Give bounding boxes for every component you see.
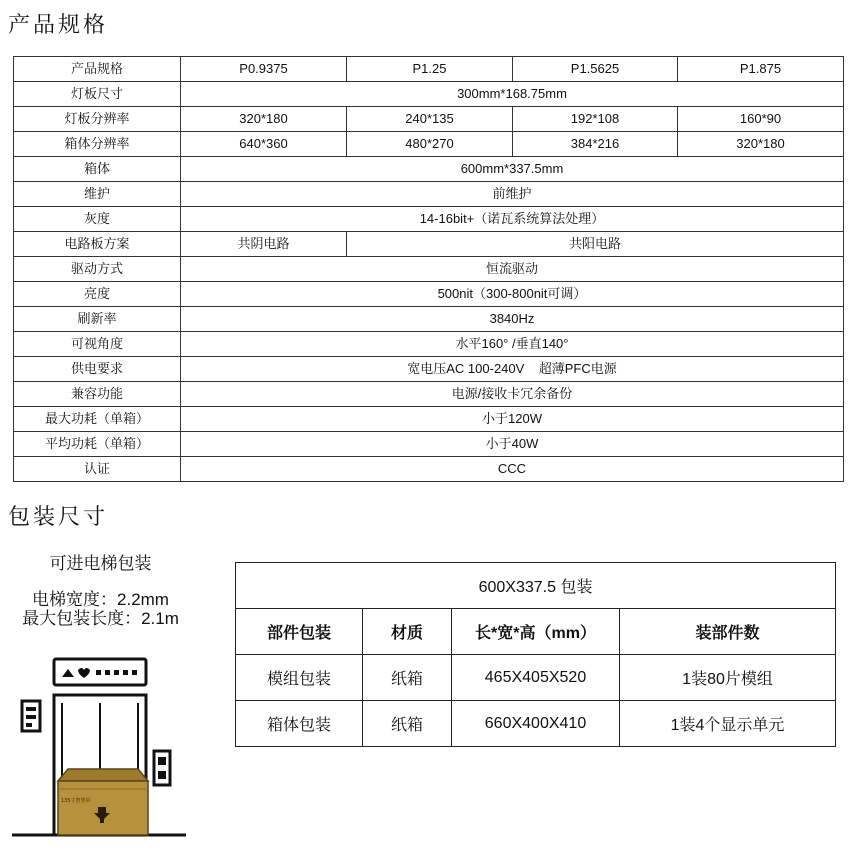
spec-value: 恒流驱动 <box>181 257 844 282</box>
spec-label: 供电要求 <box>14 357 181 382</box>
spec-row-viewing-angle <box>14 332 844 357</box>
spec-value: 300mm*168.75mm <box>181 82 844 107</box>
spec-value: 600mm*337.5mm <box>181 157 844 182</box>
spec-label: 灯板分辨率 <box>14 107 181 132</box>
spec-cell: 384*216 <box>513 132 678 157</box>
spec-cell: 共阳电路 <box>347 232 844 257</box>
spec-value: 小于120W <box>181 407 844 432</box>
spec-row-cabinet <box>14 157 844 182</box>
spec-value: 3840Hz <box>181 307 844 332</box>
package-section-title: 包装尺寸 <box>8 505 109 530</box>
spec-cell: 共阴电路 <box>181 232 347 257</box>
spec-cell: 480*270 <box>347 132 513 157</box>
spec-value: 宽电压AC 100-240V 超薄PFC电源 <box>181 357 844 382</box>
spec-label: 产品规格 <box>14 57 181 82</box>
spec-value: 水平160° /垂直140° <box>181 332 844 357</box>
package-header-cell: 材质 <box>363 609 452 655</box>
spec-label: 驱动方式 <box>14 257 181 282</box>
package-cell: 1装80片模组 <box>620 655 836 701</box>
spec-row-maintenance <box>14 182 844 207</box>
spec-row-power-supply <box>14 357 844 382</box>
spec-row-model <box>14 57 844 82</box>
package-cell: 1装4个显示单元 <box>620 701 836 747</box>
elevator-illustration <box>10 655 190 847</box>
spec-label: 维护 <box>14 182 181 207</box>
package-table <box>235 562 836 747</box>
spec-label: 亮度 <box>14 282 181 307</box>
arrow-indicator-icon <box>62 668 137 678</box>
spec-label: 可视角度 <box>14 332 181 357</box>
spec-cell: 192*108 <box>513 107 678 132</box>
box-label: 135寸智慧屏 <box>61 798 91 804</box>
elevator-max-length-text: 最大包装长度：2.1m <box>22 609 179 628</box>
package-cell: 纸箱 <box>363 701 452 747</box>
package-table-row <box>236 701 836 747</box>
spec-label: 兼容功能 <box>14 382 181 407</box>
spec-row-module-resolution <box>14 107 844 132</box>
spec-value: CCC <box>181 457 844 482</box>
package-header-cell: 长*宽*高（mm） <box>452 609 620 655</box>
elevator-caption: 可进电梯包装 <box>49 554 152 573</box>
spec-cell: 640*360 <box>181 132 347 157</box>
package-table-title: 600X337.5 包装 <box>236 563 836 609</box>
spec-label: 箱体 <box>14 157 181 182</box>
spec-value: 小于40W <box>181 432 844 457</box>
call-button-panel <box>154 751 170 785</box>
spec-row-max-power <box>14 407 844 432</box>
package-header-cell: 部件包装 <box>236 609 363 655</box>
spec-cell: P1.5625 <box>513 57 678 82</box>
spec-section-title: 产品规格 <box>8 13 109 38</box>
spec-value: 500nit（300-800nit可调） <box>181 282 844 307</box>
spec-row-compatibility <box>14 382 844 407</box>
spec-row-refresh <box>14 307 844 332</box>
package-header-cell: 装部件数 <box>620 609 836 655</box>
spec-row-drive <box>14 257 844 282</box>
spec-row-circuit <box>14 232 844 257</box>
spec-label: 刷新率 <box>14 307 181 332</box>
package-table-title-row <box>236 563 836 609</box>
spec-row-cabinet-resolution <box>14 132 844 157</box>
elevator-width-text: 电梯宽度：2.2mm <box>32 590 169 609</box>
package-cell: 纸箱 <box>363 655 452 701</box>
spec-row-certification <box>14 457 844 482</box>
package-cell: 箱体包装 <box>236 701 363 747</box>
spec-row-brightness <box>14 282 844 307</box>
spec-label: 电路板方案 <box>14 232 181 257</box>
package-cell: 模组包装 <box>236 655 363 701</box>
spec-cell: P0.9375 <box>181 57 347 82</box>
spec-value: 14-16bit+（诺瓦系统算法处理） <box>181 207 844 232</box>
spec-label: 最大功耗（单箱） <box>14 407 181 432</box>
spec-row-avg-power <box>14 432 844 457</box>
spec-label: 平均功耗（单箱） <box>14 432 181 457</box>
spec-cell: P1.25 <box>347 57 513 82</box>
spec-label: 认证 <box>14 457 181 482</box>
package-table-row <box>236 655 836 701</box>
spec-table <box>13 56 844 482</box>
spec-value: 电源/接收卡冗余备份 <box>181 382 844 407</box>
spec-label: 箱体分辨率 <box>14 132 181 157</box>
spec-label: 灰度 <box>14 207 181 232</box>
spec-value: 前维护 <box>181 182 844 207</box>
spec-row-grayscale <box>14 207 844 232</box>
spec-cell: P1.875 <box>678 57 844 82</box>
spec-cell: 320*180 <box>678 132 844 157</box>
package-cell: 465X405X520 <box>452 655 620 701</box>
package-cell: 660X400X410 <box>452 701 620 747</box>
spec-label: 灯板尺寸 <box>14 82 181 107</box>
spec-cell: 240*135 <box>347 107 513 132</box>
spec-row-module-size <box>14 82 844 107</box>
spec-cell: 160*90 <box>678 107 844 132</box>
package-table-header-row <box>236 609 836 655</box>
spec-cell: 320*180 <box>181 107 347 132</box>
